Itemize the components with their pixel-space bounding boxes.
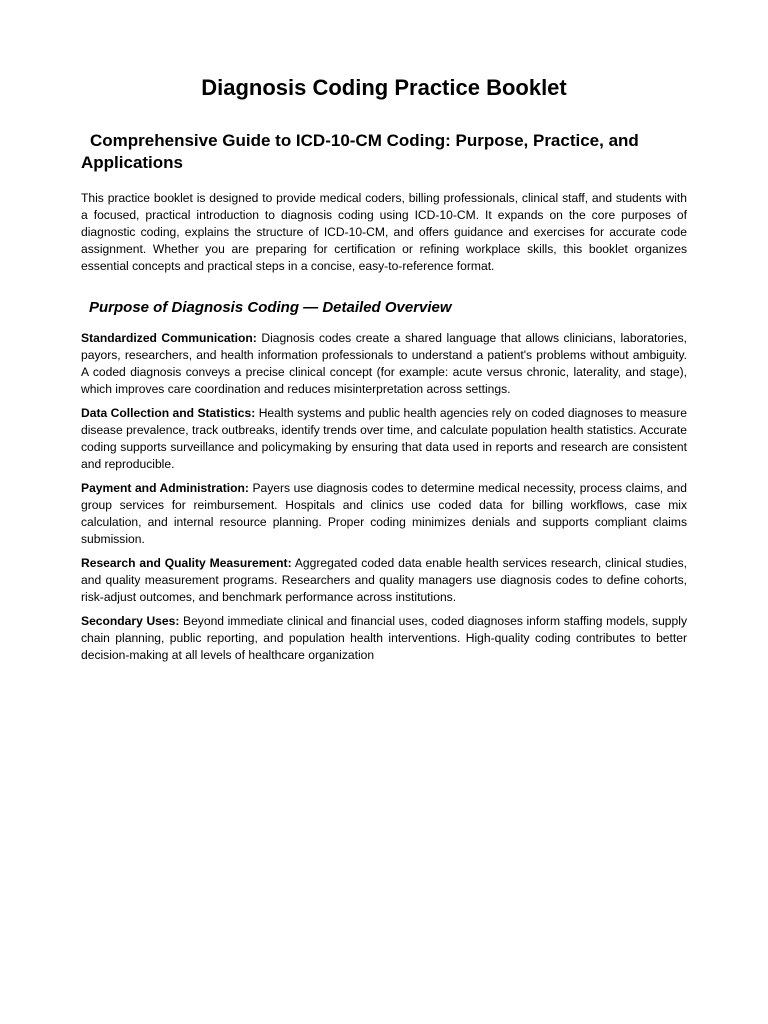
purpose-item-standardized-communication <box>81 330 687 398</box>
section-heading: Purpose of Diagnosis Coding — Detailed Overview <box>89 299 452 316</box>
purpose-item-text: Health systems and public health agencies rely on coded diagnoses to measure disease prevalence, track outbreaks, identify trends over time, and calculate population health statistics. Accurate coding supports surveillance and policymaking by ensuring that data used in reports and research are consistent and reproducible. <box>81 406 687 471</box>
purpose-item-secondary-uses <box>81 613 687 664</box>
purpose-item-payment-administration <box>81 480 687 548</box>
purpose-item-research-quality <box>81 555 687 606</box>
purpose-item-text: Diagnosis codes create a shared language that allows clinicians, laboratories, payors, researchers, and health information professionals to understand a patient's problems without ambiguity. A coded diagnosis conveys a precise clinical concept (for example: acute versus chronic, laterality, and stage), which improves care coordination and reduces misinterpretation across settings. <box>81 331 687 396</box>
document-subtitle: Comprehensive Guide to ICD-10-CM Coding: Purpose, Practice, and Applications <box>81 131 639 172</box>
purpose-item-term: Payment and Administration: <box>81 481 249 495</box>
purpose-item-text: Aggregated coded data enable health services research, clinical studies, and quality measurement programs. Researchers and quality managers use diagnosis codes to define cohorts, risk-adjust outcomes, and benchmark performance across institutions. <box>81 556 687 604</box>
purpose-item-text: Payers use diagnosis codes to determine medical necessity, process claims, and group services for reimbursement. Hospitals and clinics use coded data for billing workflows, case mix calculation, and internal resource planning. Proper coding minimizes denials and supports compliant claims submission. <box>81 481 687 546</box>
purpose-item-term: Data Collection and Statistics: <box>81 406 256 420</box>
purpose-item-term: Secondary Uses: <box>81 614 180 628</box>
purpose-item-term: Standardized Communication: <box>81 331 257 345</box>
document-title: Diagnosis Coding Practice Booklet <box>201 75 567 100</box>
purpose-item-term: Research and Quality Measurement: <box>81 556 292 570</box>
purpose-list <box>81 330 687 671</box>
intro-paragraph: This practice booklet is designed to provide medical coders, billing professionals, clinical staff, and students with a focused, practical introduction to diagnosis coding using ICD-10-CM. It expands on the core purposes of diagnostic coding, explains the structure of ICD-10-CM, and offers guidance and exercises for accurate code assignment. Whether you are preparing for certification or refining workplace skills, this booklet organizes essential concepts and practical steps in a concise, easy-to-reference format. <box>81 191 687 273</box>
purpose-item-data-collection <box>81 405 687 473</box>
purpose-item-text: Beyond immediate clinical and financial uses, coded diagnoses inform staffing models, supply chain planning, public reporting, and population health interventions. High-quality coding contributes to better decision-making at all levels of healthcare organization <box>81 614 687 662</box>
